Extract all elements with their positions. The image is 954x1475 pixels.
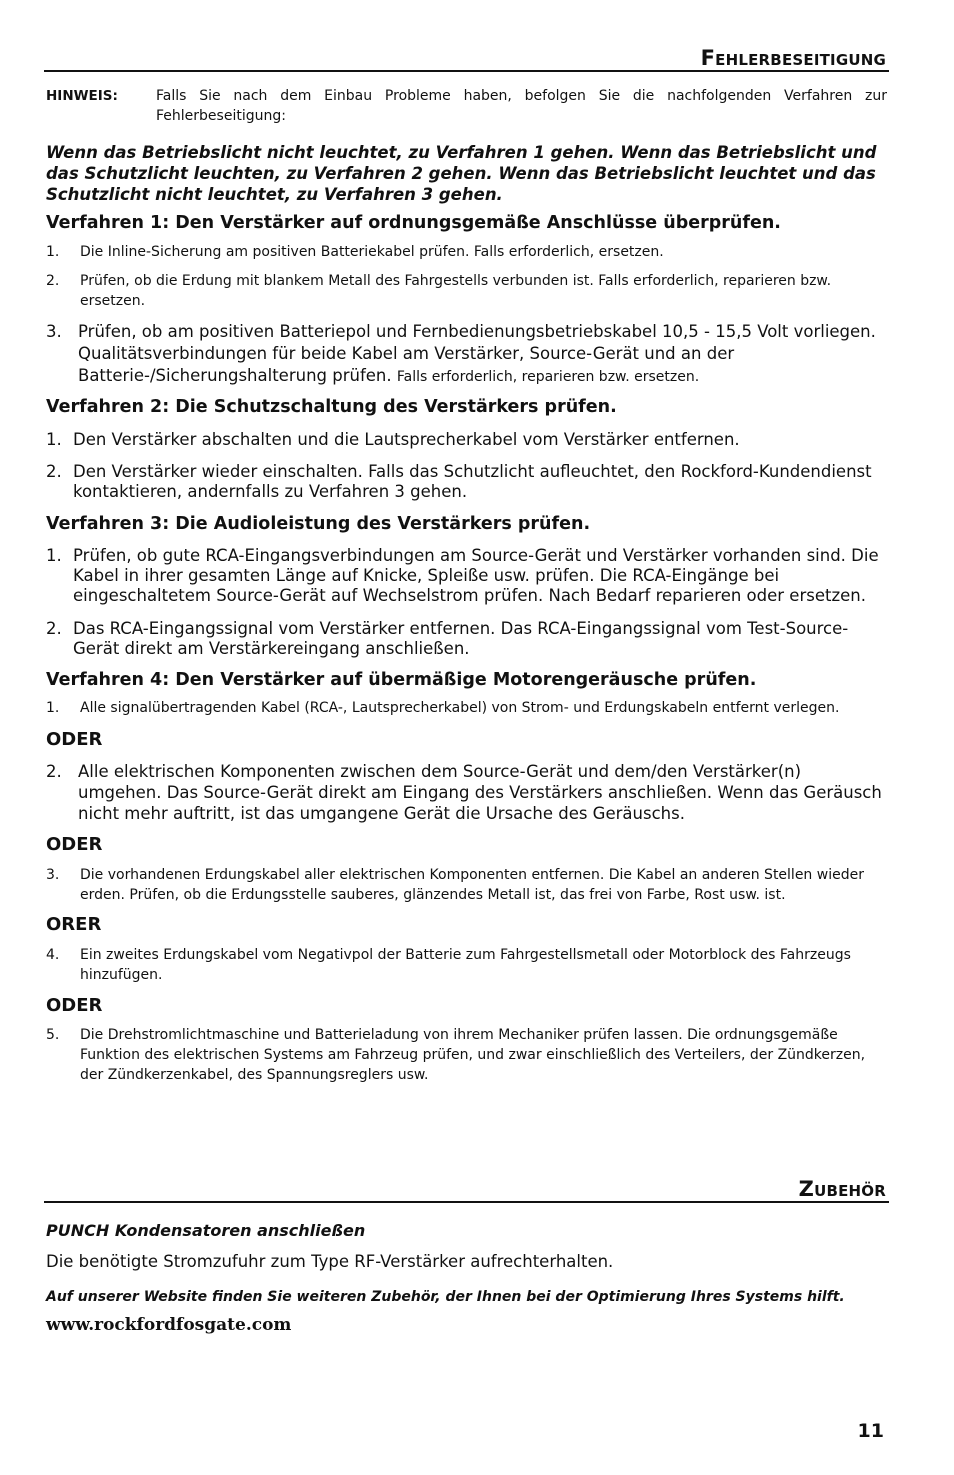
- header-rule: [44, 70, 889, 72]
- list-text: Prüfen, ob die Erdung mit blankem Metall des Fahrgestells verbunden ist. Falls erforderlich, reparieren bzw. ersetzen.: [80, 273, 832, 309]
- list-item: [46, 321, 888, 388]
- list-text-tail: Falls erforderlich, reparieren bzw. ersetzen.: [396, 369, 700, 385]
- procedure-2-title: Verfahren 2: Die Schutzschaltung des Verstärkers prüfen.: [46, 397, 617, 417]
- list-text: Den Verstärker wieder einschalten. Falls das Schutzlicht aufleuchtet, den Rockford-Kundendienst kontaktieren, andernfalls zu Verfahren 3 gehen.: [73, 462, 872, 501]
- list-text: Prüfen, ob gute RCA-Eingangsverbindungen am Source-Gerät und Verstärker vorhanden sind. Die Kabel in ihrer gesamten Länge auf Knicke, Spleiße usw. prüfen. Die RCA-Eingänge bei eingeschaltetem Source-Gerät auf Wechselstrom prüfen. Nach Bedarf reparieren oder ersetzen.: [73, 546, 879, 605]
- website-url: www.rockfordfosgate.com: [46, 1315, 292, 1335]
- list-text: Ein zweites Erdungskabel vom Negativpol der Batterie zum Fahrgestellsmetall oder Motorblock des Fahrzeugs hinzufügen.: [80, 947, 851, 983]
- list-item: [46, 546, 888, 606]
- list-number: 2.: [46, 462, 62, 481]
- list-text: Alle signalübertragenden Kabel (RCA-, Lautsprecherkabel) von Strom- und Erdungskabeln entfernt verlegen.: [80, 700, 840, 716]
- note-label: HINWEIS:: [46, 88, 118, 104]
- list-text: Prüfen, ob am positiven Batteriepol und Fernbedienungsbetriebskabel 10,5 - 15,5 Volt vorliegen. Qualitätsverbindungen für beide Kabel am Verstärker, Source-Gerät und an der Batterie-/Sicherungshalterung prüfen.: [78, 322, 876, 385]
- accessories-title: PUNCH Kondensatoren anschließen: [46, 1221, 366, 1240]
- section-header-accessories: Zubehör: [798, 1177, 886, 1201]
- list-item: [46, 865, 888, 905]
- procedure-4-title: Verfahren 4: Den Verstärker auf übermäßige Motorengeräusche prüfen.: [46, 670, 757, 690]
- list-text: Den Verstärker abschalten und die Lautsprecherkabel vom Verstärker entfernen.: [73, 430, 740, 449]
- list-text: Das RCA-Eingangssignal vom Verstärker entfernen. Das RCA-Eingangssignal vom Test-Source-Gerät direkt am Verstärkereingang anschließen.: [73, 619, 849, 658]
- note-text: Falls Sie nach dem Einbau Probleme haben, befolgen Sie die nachfolgenden Verfahren zur Fehlerbeseitigung:: [156, 88, 887, 124]
- list-item: [46, 462, 888, 502]
- list-number: 2.: [46, 273, 60, 289]
- accessories-text: Die benötigte Stromzufuhr zum Type RF-Verstärker aufrechterhalten.: [46, 1252, 614, 1271]
- list-item: [46, 1025, 888, 1085]
- list-text: Die vorhandenen Erdungskabel aller elektrischen Komponenten entfernen. Die Kabel an anderen Stellen wieder erden. Prüfen, ob die Erdungsstelle sauberes, glänzendes Metall ist, das frei von Farbe, Rost usw. ist.: [80, 867, 864, 903]
- list-number: 1.: [46, 700, 60, 716]
- list-text: Alle elektrischen Komponenten zwischen dem Source-Gerät und dem/den Verstärker(n) umgehen. Das Source-Gerät direkt am Eingang des Verstärkers anschließen. Wenn das Geräusch nicht mehr auftritt, ist das umgangene Gerät die Ursache des Geräuschs.: [78, 762, 882, 823]
- list-number: 5.: [46, 1027, 60, 1043]
- procedure-1-title: Verfahren 1: Den Verstärker auf ordnungsgemäße Anschlüsse überprüfen.: [46, 213, 781, 233]
- list-number: 1.: [46, 546, 62, 565]
- oder-label: ORER: [46, 914, 102, 935]
- procedure-3-title: Verfahren 3: Die Audioleistung des Verstärkers prüfen.: [46, 514, 591, 534]
- accessories-note: Auf unserer Website finden Sie weiteren Zubehör, der Ihnen bei der Optimierung Ihres Systems hilft.: [46, 1289, 845, 1305]
- list-item: [46, 430, 888, 450]
- accessories-rule: [44, 1201, 889, 1203]
- oder-label: ODER: [46, 995, 103, 1016]
- list-number: 2.: [46, 762, 62, 781]
- section-header-troubleshooting: Fehlerbeseitigung: [700, 46, 886, 70]
- oder-label: ODER: [46, 834, 103, 855]
- list-number: 3.: [46, 867, 60, 883]
- list-item: [46, 945, 888, 985]
- list-number: 4.: [46, 947, 60, 963]
- list-item: [46, 271, 888, 311]
- oder-label: ODER: [46, 729, 103, 750]
- list-text: Die Inline-Sicherung am positiven Batteriekabel prüfen. Falls erforderlich, ersetzen.: [80, 244, 664, 260]
- intro-paragraph: Wenn das Betriebslicht nicht leuchtet, zu Verfahren 1 gehen. Wenn das Betriebslicht und das Schutzlicht leuchten, zu Verfahren 2 gehen. Wenn das Betriebslicht leuchtet und das Schutzlicht nicht leuchtet, zu Verfahren 3 gehen.: [46, 143, 877, 204]
- list-text: Die Drehstromlichtmaschine und Batterieladung von ihrem Mechaniker prüfen lassen. Die ordnungsgemäße Funktion des elektrischen Systems am Fahrzeug prüfen, und zwar einschließlich des Verteilers, der Zündkerzen, der Zündkerzenkabel, des Spannungsreglers usw.: [80, 1027, 866, 1083]
- list-number: 1.: [46, 430, 62, 449]
- list-number: 2.: [46, 619, 62, 638]
- list-number: 1.: [46, 244, 60, 260]
- list-item: [46, 242, 888, 262]
- list-item: [46, 761, 888, 824]
- list-item: [46, 698, 888, 718]
- list-number: 3.: [46, 322, 62, 341]
- list-item: [46, 619, 888, 659]
- page-number: 11: [857, 1420, 884, 1442]
